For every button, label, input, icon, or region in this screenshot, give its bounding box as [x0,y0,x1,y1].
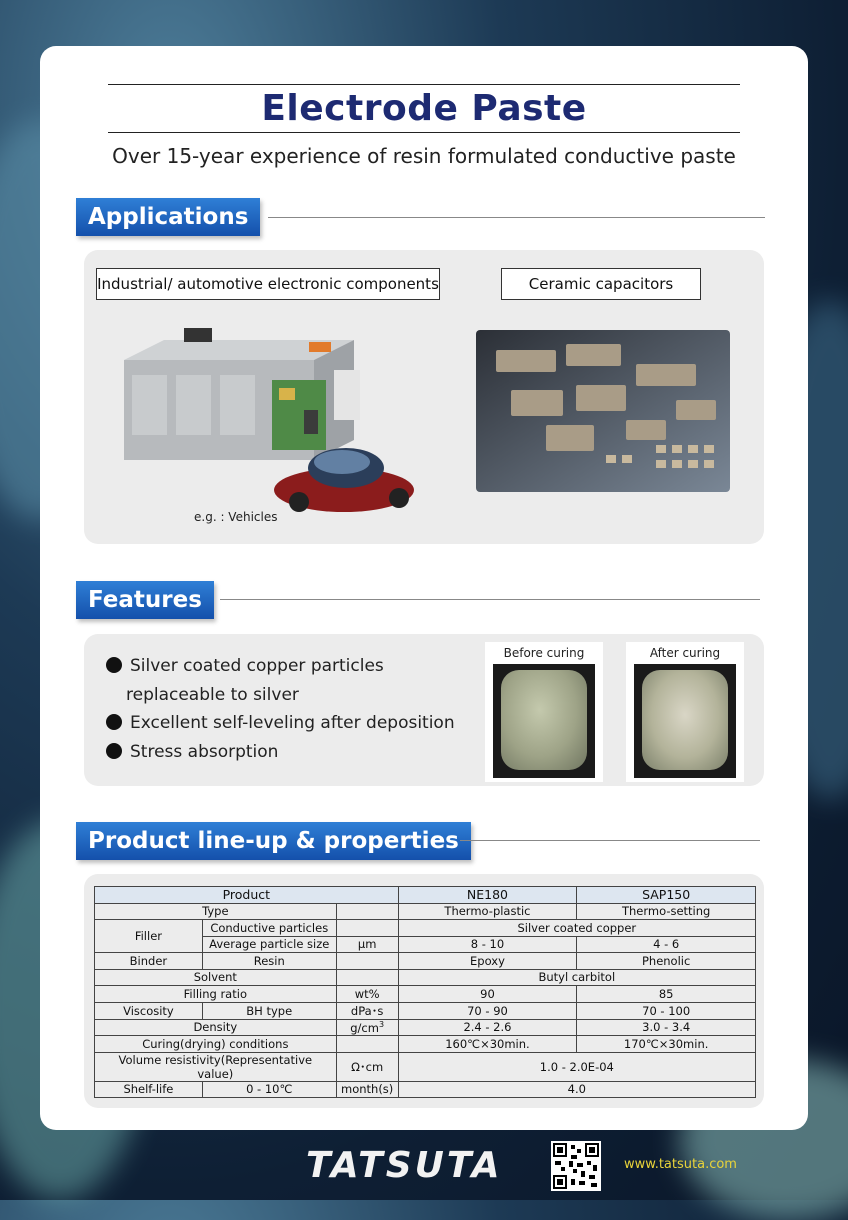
document-card [40,46,808,1130]
table-cell: BH type [202,1002,336,1019]
table-header-cell: SAP150 [577,887,756,904]
table-row [95,953,756,970]
features-panel [84,634,764,786]
electronic-module-illustration [114,320,414,530]
table-cell: Conductive particles [202,920,336,937]
applications-rule [268,217,765,218]
table-cell: 8 - 10 [398,936,577,953]
table-cell: 3.0 - 3.4 [577,1019,756,1036]
table-cell [336,920,398,937]
table-cell: Solvent [95,969,337,986]
table-cell: 90 [398,986,577,1003]
ceramic-capacitors-photo [476,330,730,492]
table-row [95,1002,756,1019]
before-curing-caption: Before curing [503,646,585,660]
table-row [95,920,756,937]
table-cell: Binder [95,953,203,970]
after-curing-photo [626,642,744,782]
title-top-rule [108,84,740,85]
before-curing-image [493,664,595,778]
table-cell: Epoxy [398,953,577,970]
features-rule [220,599,760,600]
table-cell: 70 - 100 [577,1002,756,1019]
table-row [95,986,756,1003]
table-header-row [95,887,756,904]
ceramic-capacitors-label: Ceramic capacitors [501,268,701,300]
table-cell: Viscosity [95,1002,203,1019]
website-link[interactable]: www.tatsuta.com [624,1157,737,1172]
table-row [95,1019,756,1036]
table-cell: Filling ratio [95,986,337,1003]
bullet-icon [106,657,122,673]
table-cell: 4 - 6 [577,936,756,953]
table-cell: 2.4 - 2.6 [398,1019,577,1036]
qr-code-icon[interactable] [551,1141,601,1191]
table-row [95,903,756,920]
before-curing-photo [485,642,603,782]
table-cell: 4.0 [398,1081,755,1098]
table-cell: Butyl carbitol [398,969,755,986]
feature-item: Stress absorption [106,742,278,762]
table-header-cell: NE180 [398,887,577,904]
table-cell [336,953,398,970]
table-row [95,1036,756,1053]
page-subtitle: Over 15-year experience of resin formulated conductive paste [112,144,736,168]
table-cell [336,903,398,920]
table-cell: Average particle size [202,936,336,953]
properties-panel [84,874,764,1108]
table-cell: Phenolic [577,953,756,970]
table-cell: Filler [95,920,203,953]
table-cell: μm [336,936,398,953]
bullet-icon [106,743,122,759]
after-curing-image [634,664,736,778]
vehicles-caption: e.g. : Vehicles [194,510,278,524]
table-header-cell: Product [95,887,399,904]
table-cell: month(s) [336,1081,398,1098]
table-cell: 160℃×30min. [398,1036,577,1053]
table-cell [336,1036,398,1053]
table-cell: 170℃×30min. [577,1036,756,1053]
table-cell: Density [95,1019,337,1036]
industrial-components-label: Industrial/ automotive electronic components [96,268,440,300]
table-cell: Ω･cm [336,1052,398,1081]
table-cell: 1.0 - 2.0E-04 [398,1052,755,1081]
lineup-heading: Product line-up & properties [76,822,471,860]
applications-panel [84,250,764,544]
table-row [95,969,756,986]
properties-table [94,886,756,1098]
feature-item-continuation: replaceable to silver [126,685,299,705]
table-cell: Resin [202,953,336,970]
table-cell: Volume resistivity(Representative value) [95,1052,337,1081]
title-bottom-rule [108,132,740,133]
table-cell: dPa･s [336,1002,398,1019]
table-cell: Type [95,903,337,920]
table-cell [336,969,398,986]
table-row [95,1081,756,1098]
table-cell: Silver coated copper [398,920,755,937]
table-cell: 85 [577,986,756,1003]
table-cell: Thermo-plastic [398,903,577,920]
after-curing-caption: After curing [649,646,721,660]
feature-item: Excellent self-leveling after deposition [106,713,455,733]
table-cell: $g/cm^3$ [336,1019,398,1036]
bullet-icon [106,714,122,730]
table-cell: Shelf-life [95,1081,203,1098]
page-title: Electrode Paste [261,88,587,129]
feature-item: Silver coated copper particles [106,656,384,676]
table-cell: Curing(drying) conditions [95,1036,337,1053]
tatsuta-logo: TATSUTA [306,1145,503,1186]
table-cell: 70 - 90 [398,1002,577,1019]
table-row [95,1052,756,1081]
applications-heading: Applications [76,198,260,236]
features-heading: Features [76,581,214,619]
table-cell: 0 - 10℃ [202,1081,336,1098]
table-cell: Thermo-setting [577,903,756,920]
lineup-rule [460,840,760,841]
table-cell: wt% [336,986,398,1003]
